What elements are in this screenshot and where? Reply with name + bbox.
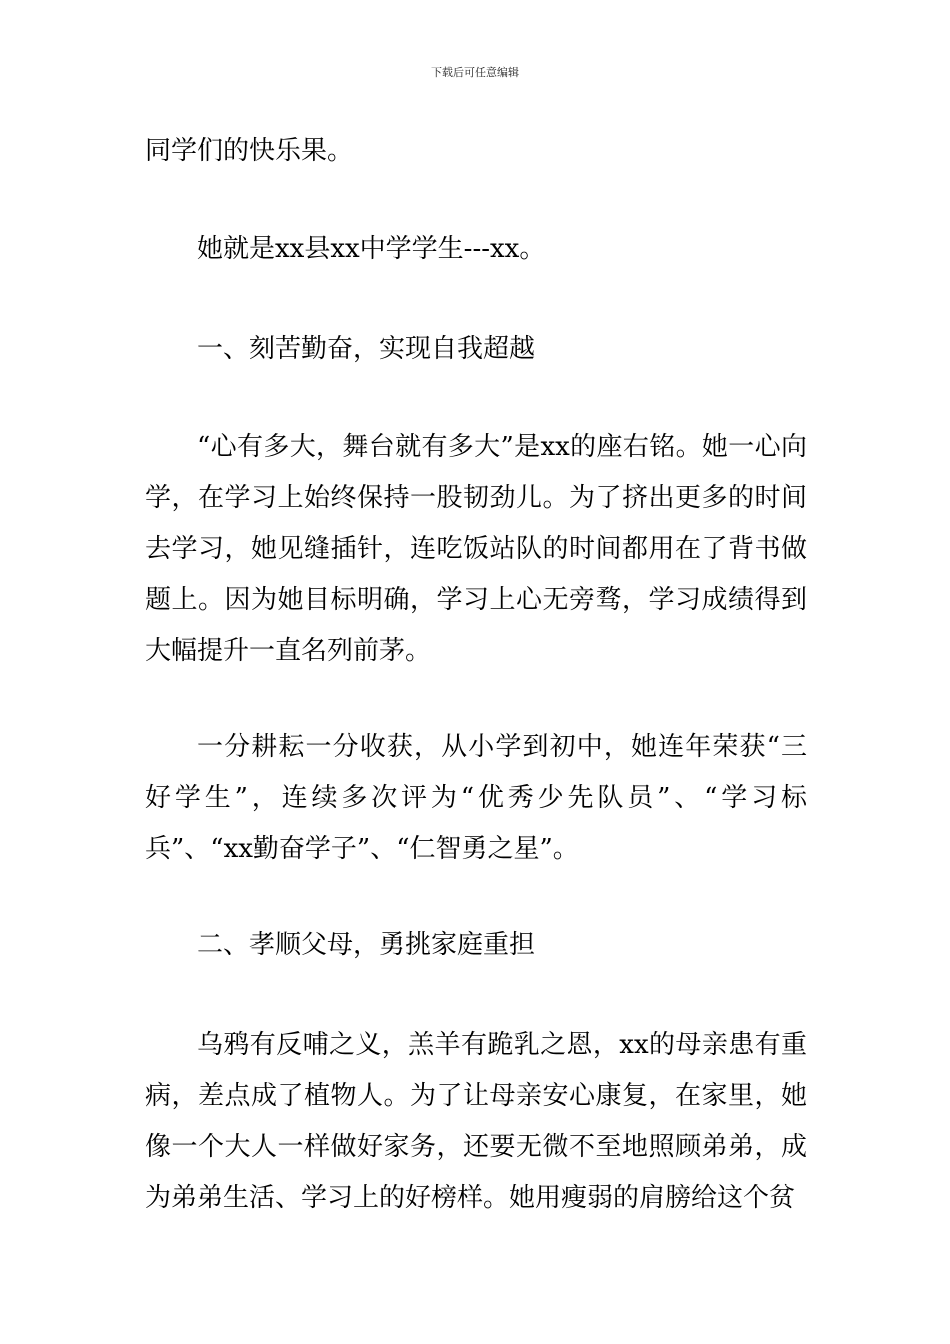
header-note: 下载后可任意编辑: [431, 66, 519, 79]
section-2-heading: 二、孝顺父母，勇挑家庭重担: [197, 930, 536, 960]
continuation-line: 同学们的快乐果。: [145, 136, 354, 166]
section-1-paragraph-2: 一分耕耘一分收获，从小学到初中，她连年荣获“三好学生”，连续多次评为“优秀少先队员”、“学习标兵”、“xx勤奋学子”、“仁智勇之星”。: [145, 732, 807, 864]
intro-paragraph: 她就是xx县xx中学学生---xx。: [197, 234, 546, 264]
section-1-heading: 一、刻苦勤奋，实现自我超越: [197, 334, 536, 364]
section-2-paragraph-1: 乌鸦有反哺之义，羔羊有跪乳之恩，xx的母亲患有重病，差点成了植物人。为了让母亲安心康复，在家里，她像一个大人一样做好家务，还要无微不至地照顾弟弟，成为弟弟生活、学习上的好榜样。她用瘦弱的肩膀给这个贫: [145, 1030, 807, 1213]
section-1-paragraph-1: “心有多大，舞台就有多大”是xx的座右铭。她一心向学，在学习上始终保持一股韧劲儿。为了挤出更多的时间去学习，她见缝插针，连吃饭站队的时间都用在了背书做题上。因为她目标明确，学习上心无旁骛，学习成绩得到大幅提升一直名列前茅。: [145, 432, 807, 666]
